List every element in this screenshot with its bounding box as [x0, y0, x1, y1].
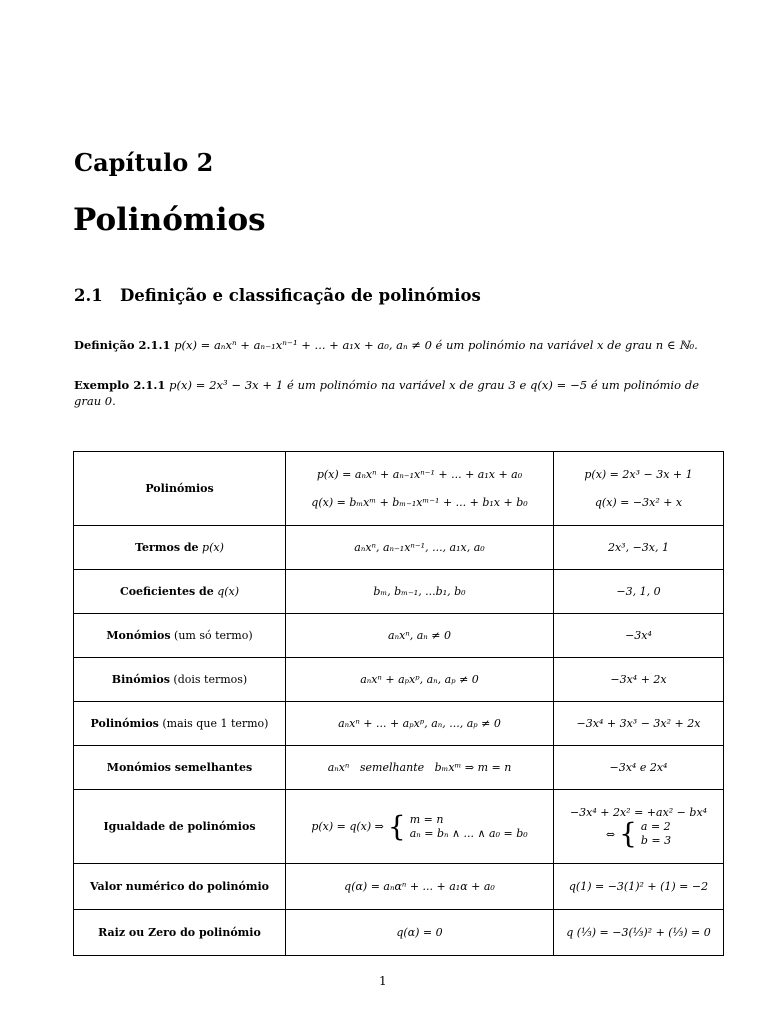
system-line: aₙ = bₙ ∧ ... ∧ a₀ = b₀ [409, 826, 528, 840]
table-row [74, 910, 724, 956]
example-cell: q(1) = −3(1)² + (1) = −2 [554, 864, 724, 910]
example-line: q(x) = −3x² + x [594, 495, 683, 509]
table-row [74, 570, 724, 614]
general-form-cell [286, 452, 554, 526]
general-form-cell: aₙxⁿ, aₙ₋₁xⁿ⁻¹, ..., a₁x, a₀ [286, 526, 554, 570]
chapter-heading: Capítulo 2 [74, 148, 214, 177]
row-label [74, 526, 286, 570]
general-form-cell: bₘ, bₘ₋₁, ...b₁, b₀ [286, 570, 554, 614]
general-form-line: q(x) = bₘxᵐ + bₘ₋₁xᵐ⁻¹ + ... + b₁x + b₀ [311, 495, 528, 509]
definition-paragraph [74, 337, 704, 353]
table-row [74, 526, 724, 570]
example-system [605, 817, 672, 850]
example-line: −3x⁴ + 2x² = +ax² − bx⁴ [569, 806, 708, 819]
general-form-cell: q(α) = aₙαⁿ + ... + a₁α + a₀ [286, 864, 554, 910]
example-label: Exemplo 2.1.1 [74, 378, 166, 392]
table-row [74, 864, 724, 910]
row-label [74, 570, 286, 614]
example-text: p(x) = 2x³ − 3x + 1 é um polinómio na variável x de grau 3 e q(x) = −5 é um polinómio de grau 0. [74, 378, 699, 408]
row-label [74, 910, 286, 956]
definition-text: p(x) = aₙxⁿ + aₙ₋₁xⁿ⁻¹ + ... + a₁x + a₀, aₙ ≠ 0 é um polinómio na variável x de grau n ∈ ℕ₀. [174, 338, 698, 352]
table-row [74, 702, 724, 746]
general-form-cell: aₙxⁿ semelhante bₘxᵐ ⇒ m = n [286, 746, 554, 790]
row-label-bold: Monómios [106, 629, 171, 642]
row-label [74, 746, 286, 790]
table-row [74, 790, 724, 864]
equivalence-symbol: ⇔ [605, 827, 616, 841]
row-label-bold: Binómios [111, 673, 170, 686]
row-label [74, 614, 286, 658]
example-cell: −3x⁴ + 2x [554, 658, 724, 702]
row-label-rest: (dois termos) [169, 673, 248, 686]
system-line: a = 2 [640, 820, 671, 833]
definition-label: Definição 2.1.1 [74, 338, 171, 352]
example-cell: −3, 1, 0 [554, 570, 724, 614]
section-number: 2.1 [74, 286, 103, 305]
example-cell: −3x⁴ e 2x⁴ [554, 746, 724, 790]
row-label-bold: Coeficientes de [119, 585, 214, 598]
table-row [74, 452, 724, 526]
system-line: m = n [409, 812, 444, 826]
general-form-cell: q(α) = 0 [286, 910, 554, 956]
example-line: p(x) = 2x³ − 3x + 1 [584, 467, 693, 481]
example-paragraph [74, 377, 699, 409]
example-cell: −3x⁴ [554, 614, 724, 658]
table-row [74, 658, 724, 702]
row-label-bold: Valor numérico do polinómio [90, 880, 269, 893]
section-heading [74, 286, 481, 305]
table-row [74, 746, 724, 790]
row-label-bold: Polinómios [90, 717, 159, 730]
row-label [74, 790, 286, 864]
row-label-bold: Termos de [135, 541, 199, 554]
general-form-cell: aₙxⁿ + ... + aₚxᵖ, aₙ, ..., aₚ ≠ 0 [286, 702, 554, 746]
system-lines [641, 820, 671, 848]
row-label-bold: Igualdade de polinómios [103, 820, 256, 833]
equality-system [311, 809, 528, 843]
row-label-rest: q(x) [213, 585, 240, 598]
row-label [74, 702, 286, 746]
table-row [74, 614, 724, 658]
general-form-line: p(x) = aₙxⁿ + aₙ₋₁xⁿ⁻¹ + ... + a₁x + a₀ [316, 467, 523, 481]
example-cell: q (⅓) = −3(⅓)² + (⅓) = 0 [554, 910, 724, 956]
row-label-bold: Monómios semelhantes [106, 761, 253, 774]
page-number: 1 [379, 974, 387, 988]
example-cell [554, 790, 724, 864]
row-label [74, 658, 286, 702]
example-cell [554, 452, 724, 526]
general-form-cell [286, 790, 554, 864]
page-title: Polinómios [73, 202, 266, 238]
left-brace-icon: { [387, 809, 406, 843]
row-label [74, 452, 286, 526]
row-label-rest: p(x) [198, 541, 224, 554]
general-form-cell: aₙxⁿ + aₚxᵖ, aₙ, aₚ ≠ 0 [286, 658, 554, 702]
system-line: b = 3 [640, 834, 672, 847]
row-label-rest: (um só termo) [170, 629, 253, 642]
row-label-rest: (mais que 1 termo) [158, 717, 269, 730]
example-cell: 2x³, −3x, 1 [554, 526, 724, 570]
left-brace-icon: { [619, 817, 637, 850]
row-label-bold: Polinómios [145, 482, 214, 495]
section-title: Definição e classificação de polinómios [120, 286, 481, 305]
row-label-bold: Raiz ou Zero do polinómio [98, 926, 261, 939]
equality-prefix: p(x) = q(x) ⇒ [311, 820, 384, 833]
system-lines [410, 813, 528, 841]
polynomials-table [73, 451, 724, 956]
general-form-cell: aₙxⁿ, aₙ ≠ 0 [286, 614, 554, 658]
row-label [74, 864, 286, 910]
example-cell: −3x⁴ + 3x³ − 3x² + 2x [554, 702, 724, 746]
